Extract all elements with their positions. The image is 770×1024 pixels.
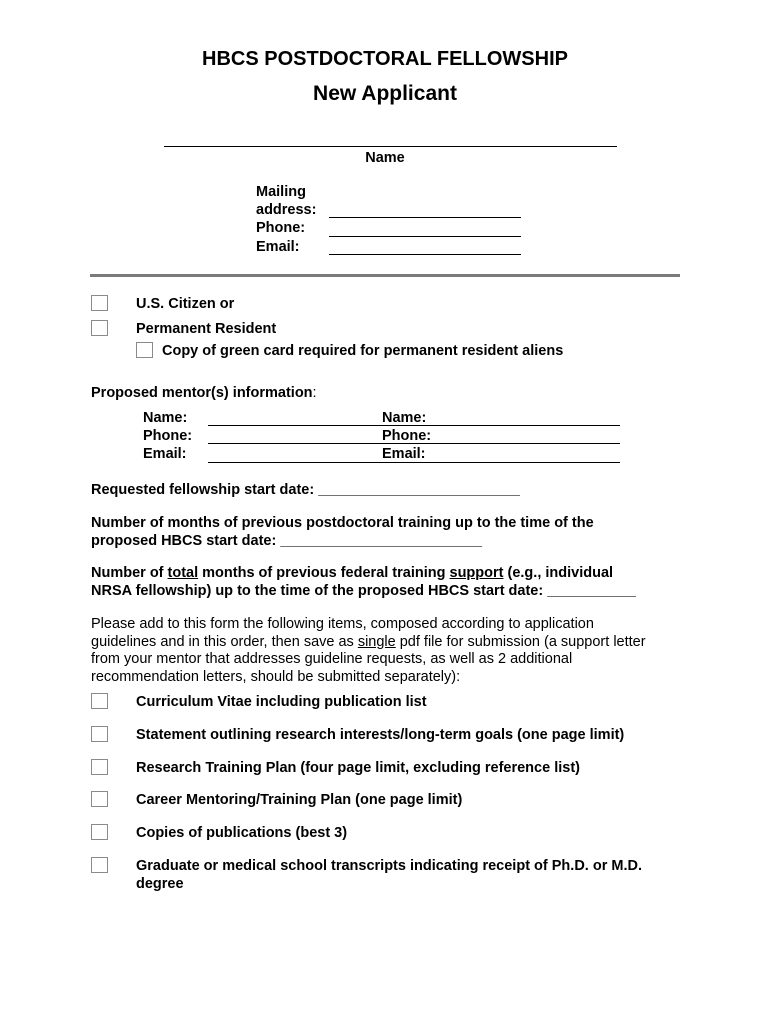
checklist-publications-checkbox[interactable] — [91, 824, 108, 840]
mentor1-email-label: Email: — [143, 446, 187, 462]
name-field-line[interactable] — [164, 146, 617, 147]
mentor1-phone-label: Phone: — [143, 428, 193, 444]
mentor2-email-label: Email: — [382, 446, 426, 462]
federal-training-question[interactable] — [91, 565, 731, 600]
phone-field-line[interactable] — [329, 236, 521, 237]
email-field-line[interactable] — [329, 254, 521, 255]
email-label: Email: — [256, 239, 300, 255]
checklist-transcripts-label: Graduate or medical school transcripts indicating receipt of Ph.D. or M.D. — [136, 858, 642, 874]
section-divider — [90, 274, 680, 277]
months-previous-line2: proposed HBCS start date: _________________________ — [91, 532, 482, 549]
start-date-field[interactable]: Requested fellowship start date: _________________________ — [91, 482, 520, 498]
mentor2-name-label: Name: — [382, 410, 427, 426]
page-subtitle: New Applicant — [313, 82, 457, 105]
us-citizen-checkbox[interactable] — [91, 295, 108, 311]
months-previous-line1: Number of months of previous postdoctoral training up to the time of the — [91, 515, 594, 531]
mentor-heading — [91, 385, 317, 401]
phone-label: Phone: — [256, 220, 306, 236]
green-card-label: Copy of green card required for permanent resident aliens — [162, 343, 564, 359]
checklist-cv-checkbox[interactable] — [91, 693, 108, 709]
permanent-resident-label: Permanent Resident — [136, 321, 277, 337]
mentor1-name-label: Name: — [143, 410, 188, 426]
checklist-publications-label: Copies of publications (best 3) — [136, 825, 348, 841]
mentor-heading-colon: : — [312, 385, 317, 401]
address-label: address: — [256, 202, 317, 218]
months-previous-question[interactable] — [91, 515, 711, 550]
checklist-statement-checkbox[interactable] — [91, 726, 108, 742]
address-field-line[interactable] — [329, 217, 521, 218]
checklist-transcripts-checkbox[interactable] — [91, 857, 108, 873]
checklist-training-plan-label: Research Training Plan (four page limit, excluding reference list) — [136, 760, 580, 776]
mentor2-phone-label: Phone: — [382, 428, 432, 444]
checklist-mentoring-plan-label: Career Mentoring/Training Plan (one page limit) — [136, 792, 463, 808]
checklist-mentoring-plan-checkbox[interactable] — [91, 791, 108, 807]
mailing-label: Mailing — [256, 184, 306, 200]
us-citizen-label: U.S. Citizen or — [136, 296, 235, 312]
permanent-resident-checkbox[interactable] — [91, 320, 108, 336]
name-label: Name — [365, 150, 405, 166]
green-card-checkbox[interactable] — [136, 342, 153, 358]
checklist-cv-label: Curriculum Vitae including publication list — [136, 694, 427, 710]
checklist-training-plan-checkbox[interactable] — [91, 759, 108, 775]
instructions-paragraph: Please add to this form the following items, composed according to application guidelines and in this order, then save as single pdf file for submission (a support letter from your mentor that addresses guideline requests, as well as 2 additional recommendation letters, should be submitted separately): — [91, 616, 646, 685]
mentor-email-line[interactable] — [208, 462, 620, 463]
page-title: HBCS POSTDOCTORAL FELLOWSHIP — [202, 48, 568, 70]
federal-training-line2: NRSA fellowship) up to the time of the proposed HBCS start date: ___________ — [91, 582, 636, 599]
mentor-heading-text: Proposed mentor(s) information — [91, 385, 313, 401]
checklist-transcripts-label-cont: degree — [136, 876, 184, 892]
federal-training-line1: Number of total months of previous federal training support (e.g., individual — [91, 565, 614, 581]
checklist-statement-label: Statement outlining research interests/long-term goals (one page limit) — [136, 727, 625, 743]
